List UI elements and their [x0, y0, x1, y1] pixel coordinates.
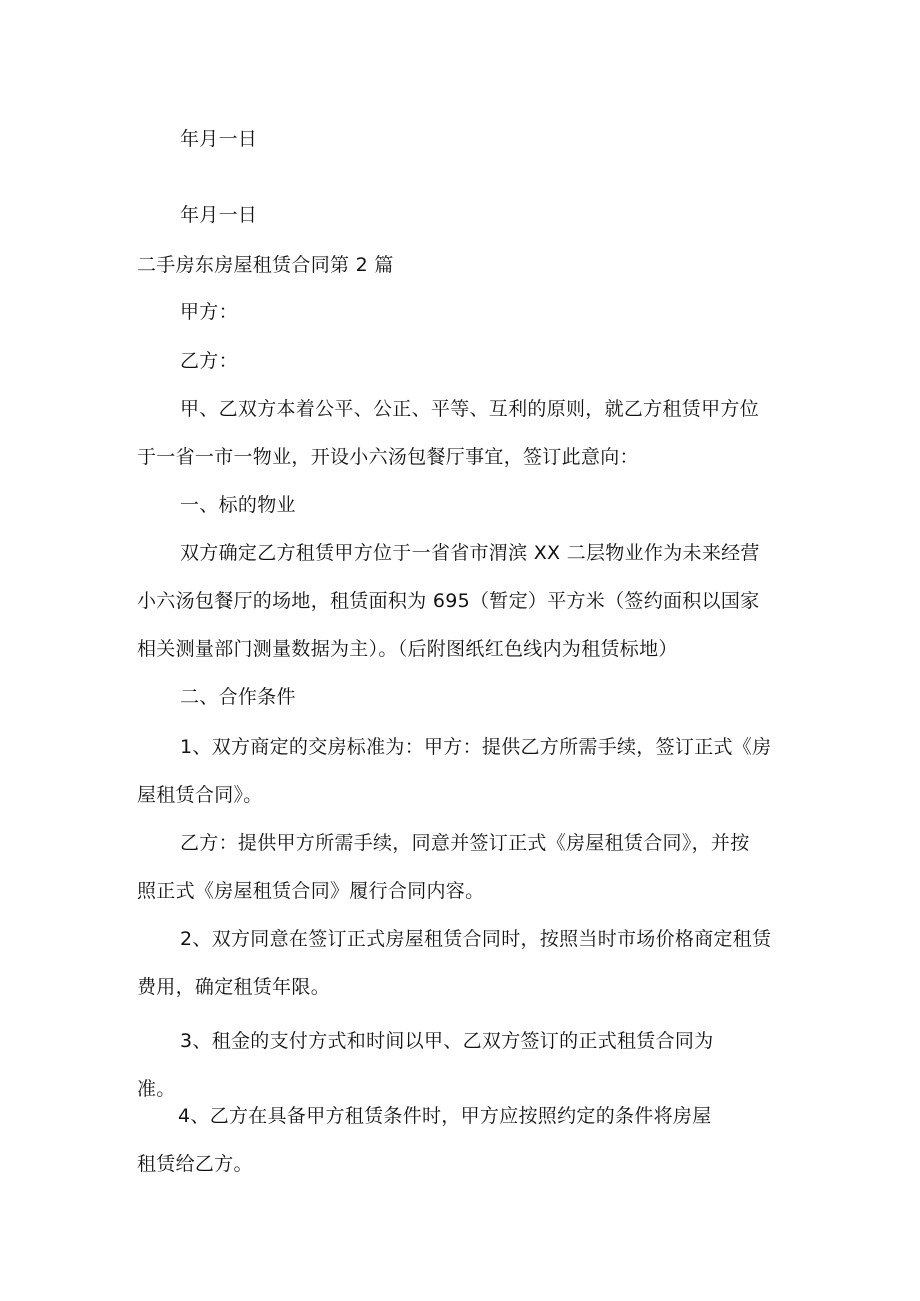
intro-line-1: 甲、乙双方本着公平、公正、平等、互利的原则，就乙方租赁甲方位 [180, 398, 760, 420]
clause-4-line-2: 租赁给乙方。 [137, 1153, 253, 1175]
section-2-heading: 二、合作条件 [180, 686, 296, 708]
clause-4-line-1: 4、乙方在具备甲方租赁条件时，甲方应按照约定的条件将房屋 [178, 1105, 712, 1127]
party-a-label: 甲方： [180, 301, 238, 323]
section-1-line-1: 双方确定乙方租赁甲方位于一省省市渭滨 XX 二层物业作为未来经营 [180, 542, 760, 564]
intro-line-2: 于一省一市一物业，开设小六汤包餐厅事宜，签订此意向： [137, 446, 639, 468]
party-b-label: 乙方： [180, 350, 238, 372]
section-1-line-2: 小六汤包餐厅的场地，租赁面积为 695（暂定）平方米（签约面积以国家 [137, 590, 760, 612]
clause-1b-line-2: 照正式《房屋租赁合同》履行合同内容。 [137, 880, 485, 902]
clause-2-line-1: 2、双方同意在签订正式房屋租赁合同时，按照当时市场价格商定租赁 [180, 928, 772, 950]
date-line-2: 年月一日 [180, 204, 258, 226]
clause-3-line-1: 3、租金的支付方式和时间以甲、乙双方签订的正式租赁合同为 [180, 1030, 714, 1052]
section-1-heading: 一、标的物业 [180, 494, 296, 516]
clause-3-line-2: 准。 [137, 1078, 176, 1100]
clause-1-line-2: 屋租赁合同》。 [137, 784, 263, 806]
clause-2-line-2: 费用，确定租赁年限。 [137, 976, 331, 998]
clause-1b-line-1: 乙方：提供甲方所需手续，同意并签订正式《房屋租赁合同》，并按 [180, 832, 750, 854]
section-1-line-3: 相关测量部门测量数据为主）。（后附图纸红色线内为租赁标地） [137, 638, 678, 660]
date-line-1: 年月一日 [180, 128, 258, 150]
document-title: 二手房东房屋租赁合同第 2 篇 [137, 254, 394, 276]
clause-1-line-1: 1、双方商定的交房标准为：甲方：提供乙方所需手续，签订正式《房 [180, 736, 772, 758]
